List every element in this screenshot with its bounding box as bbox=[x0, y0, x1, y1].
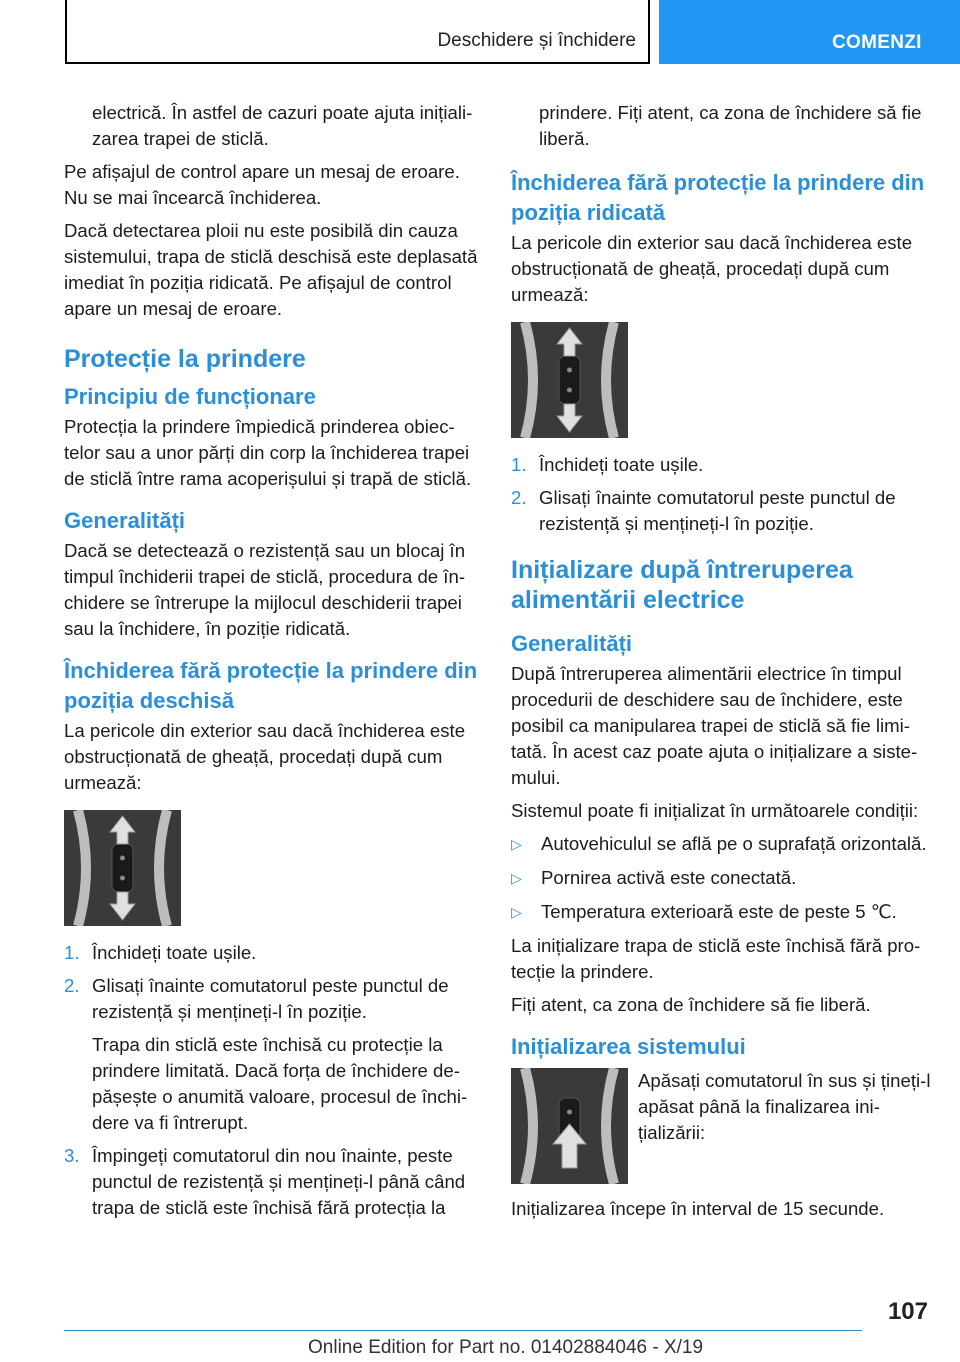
paragraph: Inițializarea începe în interval de 15 secunde. bbox=[511, 1198, 885, 1219]
bullet-text: Temperatura exterioară este de peste 5 ℃. bbox=[541, 901, 897, 922]
paragraph: Fiți atent, ca zona de închidere să fie liberă. bbox=[511, 994, 871, 1015]
paragraph-continuation: prindere. Fiți atent, ca zona de închidere să fie liberă. bbox=[539, 102, 922, 149]
step-text: Împingeți comutatorul din nou înainte, peste punctul de rezistență și mențineți-l până când trapa de sticlă este închisă fără protecția la bbox=[92, 1145, 466, 1218]
list-item bbox=[64, 940, 484, 966]
step-text: Închideți toate ușile. bbox=[92, 942, 257, 963]
heading-protectie-la-prindere: Protecție la prindere bbox=[64, 345, 306, 373]
paragraph: La pericole din exterior sau dacă închiderea este obstrucționată de gheață, procedați după cum urmează: bbox=[64, 720, 466, 793]
step-number: 2. bbox=[64, 975, 80, 996]
paragraph: După întreruperea alimentării electrice în timpul procedurii de deschidere sau de închidere, este posibil ca manipularea trapei de sticlă să fie limitată. În acest caz poate ajuta o inițializare a sistemului. bbox=[511, 663, 918, 788]
list-item bbox=[511, 485, 936, 537]
section-title: Deschidere și închidere bbox=[437, 30, 636, 51]
heading-principiu-de-functionare: Principiu de funcționare bbox=[64, 384, 316, 409]
bullet-text: Pornirea activă este conectată. bbox=[541, 867, 797, 888]
heading-generalitati: Generalități bbox=[511, 631, 633, 656]
page-number: 107 bbox=[887, 1298, 928, 1325]
list-item bbox=[511, 452, 936, 478]
step-text: Glisați înainte comutatorul peste punctul de rezistență și mențineți-l în poziție. bbox=[92, 975, 449, 1022]
step-number: 3. bbox=[64, 1145, 80, 1166]
list-item bbox=[511, 831, 936, 857]
step-number: 1. bbox=[511, 454, 527, 475]
triangle-bullet-icon: ▷ bbox=[511, 870, 522, 886]
paragraph: Dacă se detectează o rezistență sau un blocaj în timpul închiderii trapei de sticlă, procedura de închidere se întrerupe la mijlocul deschiderii trapei sau la închidere, în poziție ridicată. bbox=[64, 540, 466, 639]
list-item bbox=[64, 973, 484, 1025]
paragraph: Pe afișajul de control apare un mesaj de eroare. Nu se mai încearcă închiderea. bbox=[64, 161, 460, 208]
footer-divider bbox=[64, 1330, 862, 1331]
heading-inchidere-pozitia-ridicata: Închiderea fără protecție la prindere din poziția ridicată bbox=[511, 170, 925, 225]
right-column bbox=[511, 100, 936, 1229]
list-item bbox=[511, 865, 936, 891]
paragraph: Apăsați comutatorul în sus și țineți-l apăsat până la finalizarea inițializării: bbox=[638, 1070, 931, 1143]
init-block bbox=[511, 1068, 936, 1188]
step-text: Închideți toate ușile. bbox=[539, 454, 704, 475]
numbered-steps bbox=[64, 940, 484, 1221]
paragraph: La inițializare trapa de sticlă este închisă fără protecție la prindere. bbox=[511, 935, 921, 982]
list-item bbox=[64, 1143, 484, 1221]
heading-inchidere-pozitia-deschisa: Închiderea fără protecție la prindere din poziția deschisă bbox=[64, 658, 478, 713]
step-number: 2. bbox=[511, 487, 527, 508]
heading-generalitati: Generalități bbox=[64, 508, 186, 533]
sunroof-switch-illustration bbox=[64, 810, 181, 926]
footer-edition: Online Edition for Part no. 01402884046 - X/19 bbox=[308, 1337, 704, 1358]
heading-initializarea-sistemului: Inițializarea sistemului bbox=[511, 1034, 746, 1059]
paragraph: Dacă detectarea ploii nu este posibilă din cauza sistemului, trapa de sticlă deschisă este deplasată imediat în poziția ridicată. Pe afișajul de control apare un mesaj de eroare. bbox=[64, 220, 478, 319]
step-note: Trapa din sticlă este închisă cu protecție la prindere limitată. Dacă forța de închidere depășește o anumită valoare, procesul de închidere va fi întrerupt. bbox=[92, 1034, 468, 1133]
paragraph: Sistemul poate fi inițializat în următoarele condiții: bbox=[511, 800, 919, 821]
step-text: Glisați înainte comutatorul peste punctul de rezistență și mențineți-l în poziție. bbox=[539, 487, 896, 534]
chapter-tab-label: COMENZI bbox=[832, 32, 922, 53]
step-number: 1. bbox=[64, 942, 80, 963]
paragraph: Protecția la prindere împiedică prinderea obiectelor sau a unor părți din corp la închiderea trapei de sticlă între rama acoperișului și trapă de sticlă. bbox=[64, 416, 472, 489]
bullet-text: Autovehiculul se află pe o suprafață orizontală. bbox=[541, 833, 927, 854]
header-section-box bbox=[65, 0, 650, 64]
list-item bbox=[511, 899, 936, 925]
left-column bbox=[64, 100, 484, 1228]
chapter-tab bbox=[659, 0, 960, 64]
triangle-bullet-icon: ▷ bbox=[511, 836, 522, 852]
triangle-bullet-icon: ▷ bbox=[511, 904, 522, 920]
numbered-steps bbox=[511, 452, 936, 537]
paragraph: La pericole din exterior sau dacă închiderea este obstrucționată de gheață, procedați după cum urmează: bbox=[511, 232, 913, 305]
sunroof-switch-illustration bbox=[511, 322, 628, 438]
sunroof-switch-press-illustration bbox=[511, 1068, 628, 1184]
paragraph-continuation: electrică. În astfel de cazuri poate ajuta inițializarea trapei de sticlă. bbox=[92, 102, 473, 149]
heading-initializare: Inițializare după întreruperea alimentării electrice bbox=[511, 556, 853, 614]
bullet-list bbox=[511, 831, 936, 925]
